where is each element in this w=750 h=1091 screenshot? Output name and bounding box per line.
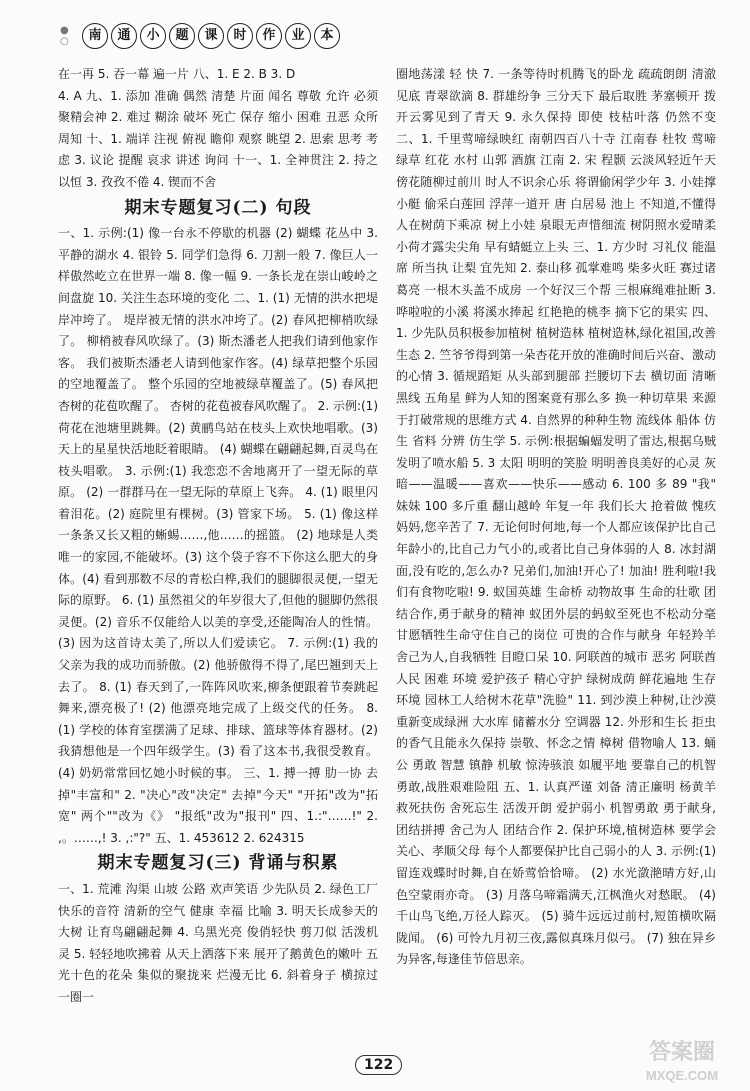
title-char: 业 [285, 23, 311, 49]
title-char: 题 [169, 23, 195, 49]
page-number: 122 [355, 1055, 402, 1075]
title-char: 南 [82, 23, 108, 49]
section-body-recitation: 一、1. 荒滩 沟渠 山坡 公路 欢声笑语 少先队员 2. 绿色工厂 快乐的音符 清新的空气 健康 幸福 比喻 3. 明天长成参天的大树 让育鸟翩翩起舞 4. 乌黑光亮 俊俏轻快 剪刀似 活泼机灵 5. 轻轻地吹拂着 从天上洒落下来 展开了鹅黄色的嫩叶 五光十色的花朵 集似的聚拢来 烂漫无比 6. 斜着身子 横掠过 一圈一 [58, 881, 378, 1004]
right-column-body: 圈地荡漾 轻 快 7. 一条等待时机腾飞的卧龙 疏疏朗朗 清澈见底 青翠欲滴 8. 群雄纷争 三分天下 最后取胜 茅塞顿开 拨开云雾见到了青天 9. 永久保持 即使 枝枯叶落 仍然不变 二、1. 千里莺啼绿映红 南朝四百八十寺 江南春 杜牧 莺啼 绿草 红花 水村 山郭 酒旗 江南 2. 宋 程颢 云淡风轻近午天 傍花随柳过前川 时人不识余心乐 将谓偷闲学少年 3. 小娃撑小艇 偷采白莲回 浮萍一道开 唐 白居易 池上 不知道,不懂得 人在树荫下乘凉 树上小娃 泉眼无声惜细流 树阴照水爱晴柔 小荷才露尖尖角 早有蜻蜓立上头 三、1. 方少时 习礼仪 能温席 所当执 让梨 宜先知 2. 泰山移 孤掌难鸣 柴多火旺 赛过诸葛亮 一根木头盖不成房 一个好汉三个帮 三根麻绳难扯断 3. 哗啦啦的小溪 将溪水捧起 红艳艳的桃李 摘下它的果实 四、1. 少先队员积极参加植树 植树造林 植树造林,绿化祖国,改善生态 2. 竺爷爷得到第一朵杏花开放的准确时间后兴奋、激动的心情 3. 循规蹈矩 从头部到腿部 拦腰切下去 横切面 清晰 黑线 五角星 鲜为人知的图案竟有那么多 换一种切草果 来源于打破常规的思维方式 4. 自然界的种种生物 流线体 船体 仿生 省料 分辨 仿生学 5. 示例:根据蝙蝠发明了雷达,根据乌贼发明了喷水船 5. 3 太阳 明明的笑脸 明明善良美好的心灵 灰暗——温暖——喜欢——快乐——感动 6. 100 多 89 "我" 妹妹 100 多斤重 翻山越岭 年复一年 我们长大 抢着做 愧疚 妈妈,您辛苦了 7. 无论何时何地,每一个人都应该保护比自己年龄小的,比自己力气小的,或者比自己身体弱的人 8. 冰封湖面,没有吃的,怎么办? 兄弟们,加油!开心了! 加油! 胜利啦!我们有食物吃啦! 9. 蚁国英雄 生命桥 动物故事 生命的壮歌 团结合作,勇于献身的精神 蚁团外层的蚂蚁至死也不松动分毫 甘愿牺牲生命守住自己的岗位 可贵的合作与献身 年轻羚羊 舍己为人,自我牺牲 目瞪口呆 10. 阿联酋的城市 恶劣 阿联酋人民 困难 环境 爱护孩子 精心守护 绿树成荫 鲜花遍地 生存环境 园林工人给树木花草"洗脸" 11. 到沙漠上种树,让沙漠重新变成绿洲 大水库 储蓄水分 空调器 12. 外形和生长 拒虫的香气且能永久保持 崇敬、怀念之情 樟树 借物喻人 13. 蛹公 勇敢 智慧 镇静 机敏 惊涛骇浪 如履平地 要靠自己的机智勇敢,战胜艰难险阻 五、1. 认真严谨 刘备 清正廉明 杨黄羊 救死扶伤 舍死忘生 活泼开朗 爱护弱小 机智勇敢 勇于献身,团结拼搏 舍己为人 团结合作 2. 保护环境,植树造林 要学会关心、孝顺父母 每个人都要保护比自己弱小的人 3. 示例:(1) 留连戏蝶时时舞,自在娇莺恰恰啼。 (2) 水光潋滟晴方好,山色空蒙雨亦奇。 (3) 月落乌啼霜满天,江枫渔火对愁眠。 (4) 千山鸟飞绝,万径人踪灭。 (5) 骑牛远远过前村,短笛横吹隔陇闻。 (6) 可怜九月初三夜,露似真珠月似弓。 (7) 独在异乡为异客,每逢佳节倍思亲。 [396, 67, 716, 967]
section-title-sentences: 期末专题复习(二) 句段 [124, 197, 312, 218]
title-char: 课 [198, 23, 224, 49]
intro-paragraph: 4. A 九、1. 添加 准确 偶然 清楚 片面 闻名 尊敬 允许 必须 聚精会神 2. 难过 糊涂 破坏 死亡 保存 缩小 困难 丑恶 众所周知 十、1. 端详 注视 俯视 瞻仰 观察 眺望 2. 思索 思考 考虑 3. 议论 提醒 哀求 讲述 询问 十一、1. 全神贯注 2. 持之以恒 3. 孜孜不倦 4. 锲而不舍 [58, 88, 378, 189]
section-title-recitation: 期末专题复习(三) 背诵与积累 [97, 853, 339, 874]
book-header [60, 16, 340, 56]
title-char: 作 [256, 23, 282, 49]
decorative-dots-icon: ● ○ [60, 25, 69, 47]
watermark-url: MXQE.COM [645, 1068, 719, 1083]
watermark-text: 答案圈 [648, 1039, 715, 1064]
section-body-sentences: 一、1. 示例:(1) 像一台永不停歇的机器 (2) 蝴蝶 花丛中 3. 平静的湖水 4. 银铃 5. 同学们急得 6. 刀割一般 7. 像巨人一样傲然屹立在世界一端 8. 像一幅 9. 一条长龙在崇山峻岭之间盘旋 10. 关注生态环境的变化 二、1. (1) 无情的洪水把堤岸冲垮了。 堤岸被无情的洪水冲垮了。(2) 春风把柳梢吹绿了。 柳梢被春风吹绿了。(3) 斯杰潘老人把我们请到他家作客。 我们被斯杰潘老人请到他家作客。(4) 绿草把整个乐园的空地覆盖了。 整个乐园的空地被绿草覆盖了。(5) 春风把杏树的花苞吹醒了。 杏树的花苞被春风吹醒了。 2. 示例:(1) 荷花在池塘里跳舞。(2) 黄鹂鸟站在枝头上欢快地唱歌。(3) 天上的星星快活地眨着眼睛。 (4) 蝴蝶在翩翩起舞,百灵鸟在枝头唱歌。 3. 示例:(1) 我恋恋不舍地离开了一望无际的草原。 (2) 一群群马在一望无际的草原上飞奔。 4. (1) 眼里闪着泪花。(2) 庭院里有棵树。(3) 管家下场。 5. (1) 像这样一条条又长又粗的蜥蜴……,他……的摇篮。 (2) 地球是人类唯一的家园,不能破坏。(3) 这个袋子容不下你这么肥大的身体。(4) 看到那数不尽的青松白桦,我们的腿脚很灵便,一望无际的原野。 6. (1) 虽然祖父的年岁很大了,但他的腿脚仍然很灵便。(2) 音乐不仅能给人以美的享受,还能陶冶人的性情。(3) 因为这首诗太美了,所以人们爱读它。 7. 示例:(1) 我的父亲为我的成功而骄傲。(2) 他骄傲得不得了,尾巴翘到天上去了。 8. (1) 春天到了,一阵阵风吹来,柳条便跟着节奏跳起舞来,漂亮极了! (2) 他漂亮地完成了上级交代的任务。 8. (1) 学校的体育室摆满了足球、排球、篮球等体育器材。(2) 我猜想他是一个四年级学生。(3) 看了这本书,我很受教育。(4) 奶奶常常回忆她小时候的事。 三、1. 搏一搏 肋一协 去掉"丰富和" 2. "决心"改"决定" 去掉"今天" "开拓"改为"拓宽" 两个""改为《》 "报纸"改为"报刊" 四、1.:"……!" 2. ,。……,! 3. ,:"?" 五、1. 453612 2. 624315 [58, 226, 378, 845]
left-column [58, 64, 378, 1009]
intro-line: 在一再 5. 吞一幕 遍一片 八、1. E 2. B 3. D [58, 67, 296, 81]
title-char: 本 [314, 23, 340, 49]
title-char: 通 [111, 23, 137, 49]
right-column [396, 64, 716, 971]
book-title [82, 23, 340, 49]
watermark-logo [622, 1040, 742, 1088]
title-char: 时 [227, 23, 253, 49]
title-char: 小 [140, 23, 166, 49]
